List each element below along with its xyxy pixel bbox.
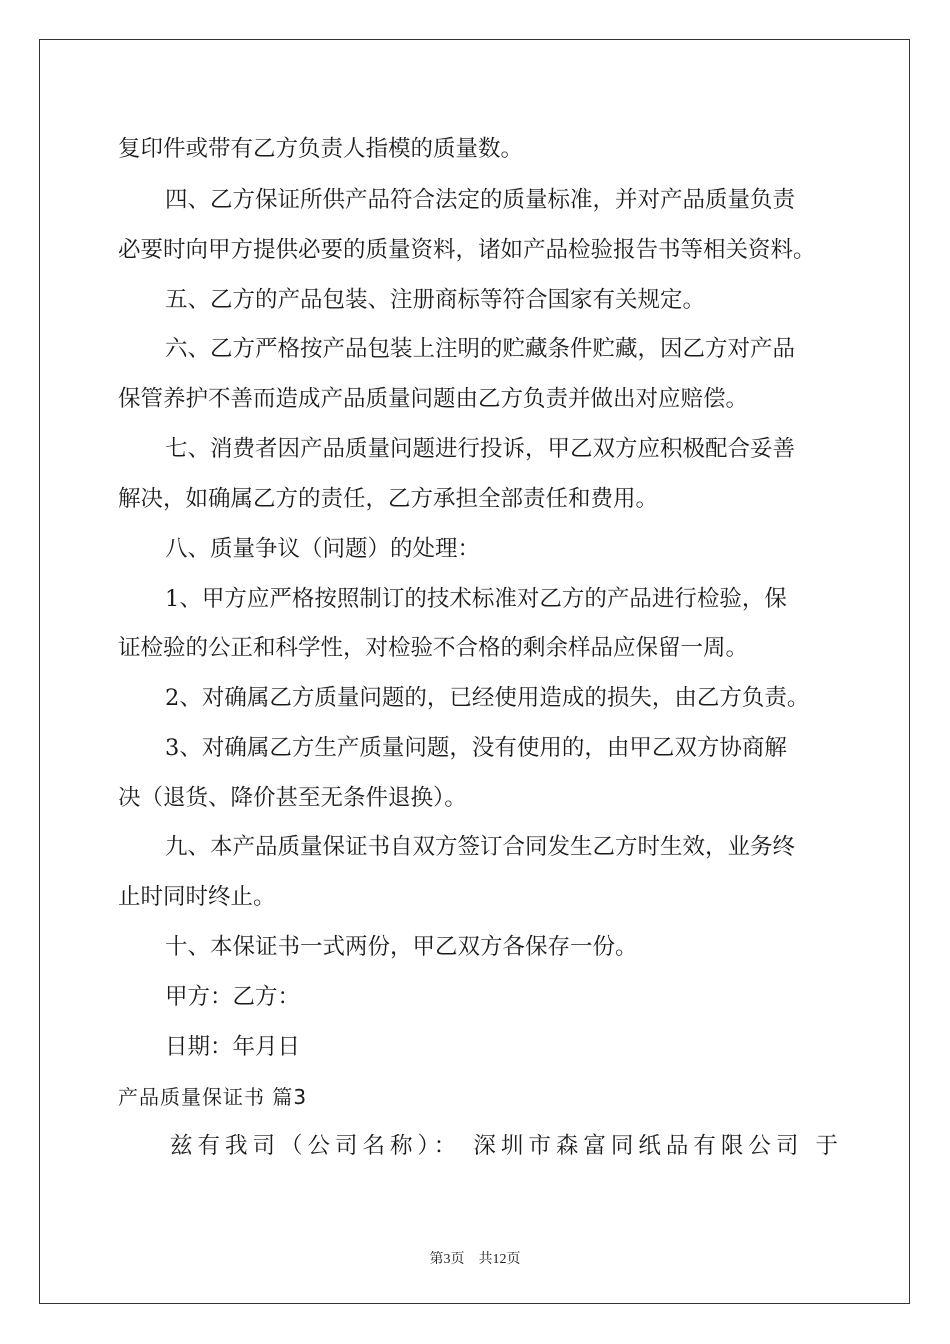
text-line: 兹有我司（公司名称）： 深圳市森富同纸品有限公司 于 xyxy=(170,1133,844,1159)
section-heading: 产品质量保证书 篇3 xyxy=(118,1085,308,1109)
text-line: 十、本保证书一式两份，甲乙双方各保存一份。 xyxy=(165,934,638,960)
text-line: 四、乙方保证所供产品符合法定的质量标准，并对产品质量负责 xyxy=(165,187,796,213)
text-line: 日期：年月日 xyxy=(165,1034,301,1060)
text-line: 七、消费者因产品质量问题进行投诉，甲乙双方应积极配合妥善 xyxy=(165,436,796,462)
text-line: 3、对确属乙方生产质量问题，没有使用的，由甲乙双方协商解 xyxy=(165,735,787,761)
text-line: 八、质量争议（问题）的处理： xyxy=(165,536,481,562)
page-number: 第3页 共12页 xyxy=(429,1252,521,1267)
text-line: 证检验的公正和科学性，对检验不合格的剩余样品应保留一周。 xyxy=(118,635,749,661)
text-line: 保管养护不善而造成产品质量问题由乙方负责并做出对应赔偿。 xyxy=(118,386,749,412)
text-line: 1、甲方应严格按照制订的技术标准对乙方的产品进行检验，保 xyxy=(165,586,787,612)
text-line: 止时同时终止。 xyxy=(118,884,276,910)
text-line: 复印件或带有乙方负责人指模的质量数。 xyxy=(118,136,524,162)
text-line: 必要时向甲方提供必要的质量资料，诸如产品检验报告书等相关资料。 xyxy=(118,237,816,263)
text-line: 2、对确属乙方质量问题的，已经使用造成的损失，由乙方负责。 xyxy=(165,685,810,711)
text-line: 解决，如确属乙方的责任，乙方承担全部责任和费用。 xyxy=(118,486,659,512)
text-line: 决（退货、降价甚至无条件退换）。 xyxy=(118,785,467,811)
text-line: 甲方：乙方： xyxy=(165,984,301,1010)
text-line: 六、乙方严格按产品包装上注明的贮藏条件贮藏，因乙方对产品 xyxy=(165,336,796,362)
text-line: 五、乙方的产品包装、注册商标等符合国家有关规定。 xyxy=(165,287,706,313)
text-line: 九、本产品质量保证书自双方签订合同发生乙方时生效，业务终 xyxy=(165,834,796,860)
